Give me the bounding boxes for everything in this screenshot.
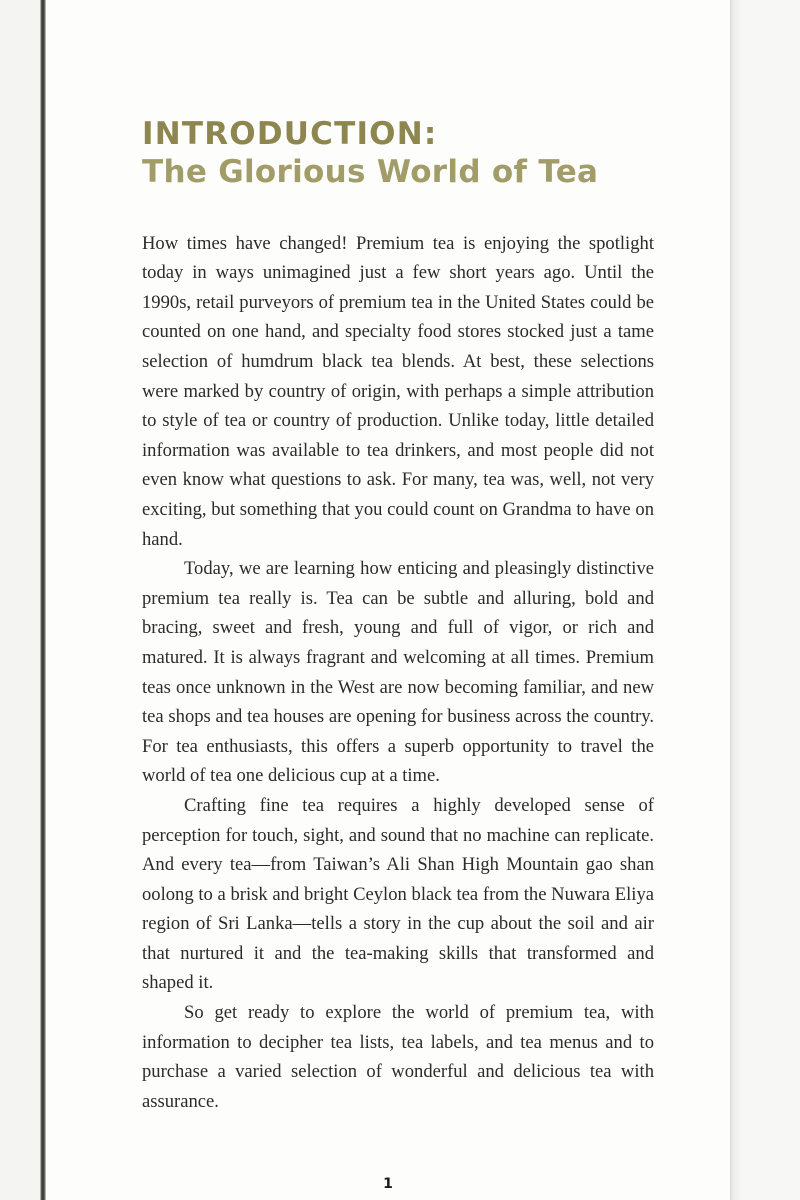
- chapter-label: INTRODUCTION:: [142, 116, 438, 152]
- book-page: [46, 0, 730, 1200]
- next-page-edge[interactable]: [730, 0, 800, 1200]
- paragraph: Today, we are learning how enticing and pleasingly distinctive premium tea really is. Tea can be subtle and alluring, bold and bracing, sweet and fresh, young and full of vigor, or rich and matured. It is always fragrant and welcoming at all times. Premium teas once unknown in the West are now becoming familiar, and new tea shops and tea houses are opening for business across the country. For tea enthusiasts, this offers a superb opportunity to travel the world of tea one delicious cup at a time.: [142, 558, 654, 787]
- body-text: [142, 229, 654, 1117]
- paragraph: So get ready to explore the world of premium tea, with information to decipher tea lists, tea labels, and tea menus and to purchase a varied selection of wonderful and delicious tea with assurance.: [142, 1002, 654, 1112]
- paragraph: Crafting fine tea requires a highly developed sense of perception for touch, sight, and sound that no machine can replicate. And every tea—from Taiwan’s Ali Shan High Mountain gao shan oolong to a brisk and bright Ceylon black tea from the Nuwara Eliya region of Sri Lanka—tells a story in the cup about the soil and air that nurtured it and the tea-making skills that transformed and shaped it.: [142, 794, 654, 994]
- page-content: [142, 116, 654, 1116]
- chapter-title: The Glorious World of Tea: [142, 153, 599, 190]
- chapter-heading: [142, 116, 654, 192]
- paragraph: How times have changed! Premium tea is enjoying the spotlight today in ways unimagined just a few short years ago. Until the 1990s, retail purveyors of premium tea in the United States could be counted on one hand, and specialty food stores stocked just a tame selection of humdrum black tea blends. At best, these selections were marked by country of origin, with perhaps a simple attribution to style of tea or country of production. Unlike today, little detailed information was available to tea drinkers, and most people did not even know what questions to ask. For many, tea was, well, not very exciting, but something that you could count on Grandma to have on hand.: [142, 232, 654, 550]
- previous-page-edge[interactable]: [0, 0, 46, 1200]
- page-number: 1: [383, 1176, 393, 1192]
